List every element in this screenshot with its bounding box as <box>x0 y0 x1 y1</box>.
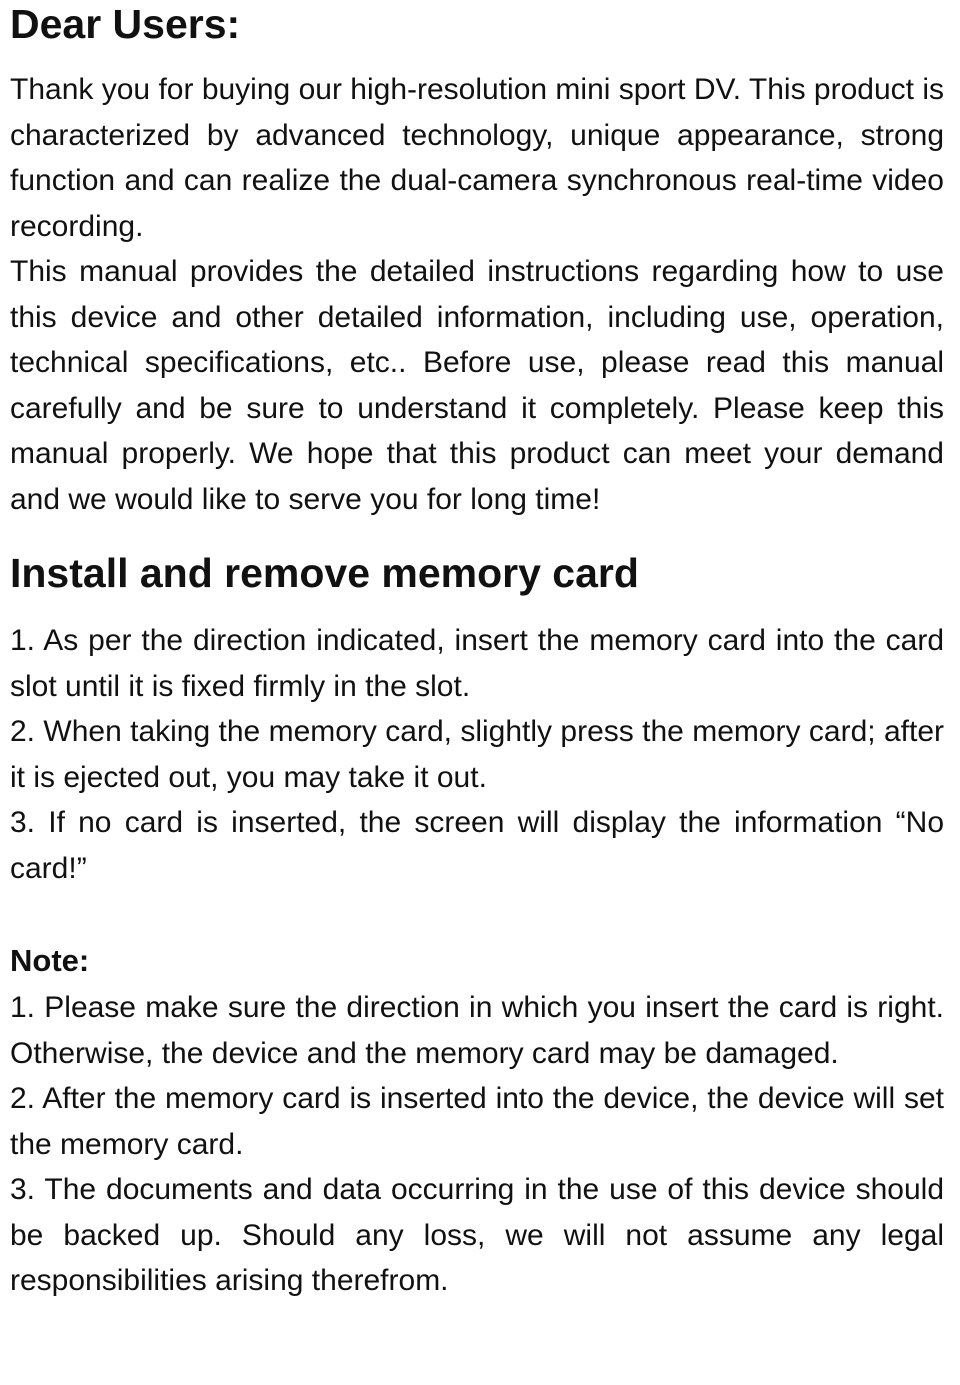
note-item-1: 1. Please make sure the direction in which you insert the card is right. Otherwise, the device and the memory card may be damaged. <box>10 991 944 1070</box>
install-step-3: 3. If no card is inserted, the screen will display the information “No card!” <box>10 806 944 885</box>
install-step-1: 1. As per the direction indicated, insert the memory card into the card slot until it is fixed firmly in the slot. <box>10 624 944 703</box>
dear-users-heading: Dear Users: <box>10 1 241 47</box>
install-card-heading: Install and remove memory card <box>10 550 639 596</box>
install-steps-list <box>10 618 944 891</box>
note-list <box>10 985 944 1304</box>
intro-paragraph-1: Thank you for buying our high-resolution mini sport DV. This product is characterized by advanced technology, unique appearance, strong function and can realize the dual-camera synchronous real-time video recording. <box>10 73 944 243</box>
intro-section <box>10 67 944 522</box>
note-heading: Note: <box>10 943 90 978</box>
manual-page <box>10 0 944 1304</box>
install-step-2: 2. When taking the memory card, slightly press the memory card; after it is ejected out, you may take it out. <box>10 715 944 794</box>
note-item-3: 3. The documents and data occurring in the use of this device should be backed up. Should any loss, we will not assume any legal responsibilities arising therefrom. <box>10 1173 944 1297</box>
note-item-2: 2. After the memory card is inserted into the device, the device will set the memory card. <box>10 1082 944 1161</box>
intro-paragraph-2: This manual provides the detailed instructions regarding how to use this device and other detailed information, including use, operation, technical specifications, etc.. Before use, please read this manual carefully and be sure to understand it completely. Please keep this manual properly. We hope that this product can meet your demand and we would like to serve you for long time! <box>10 255 944 516</box>
